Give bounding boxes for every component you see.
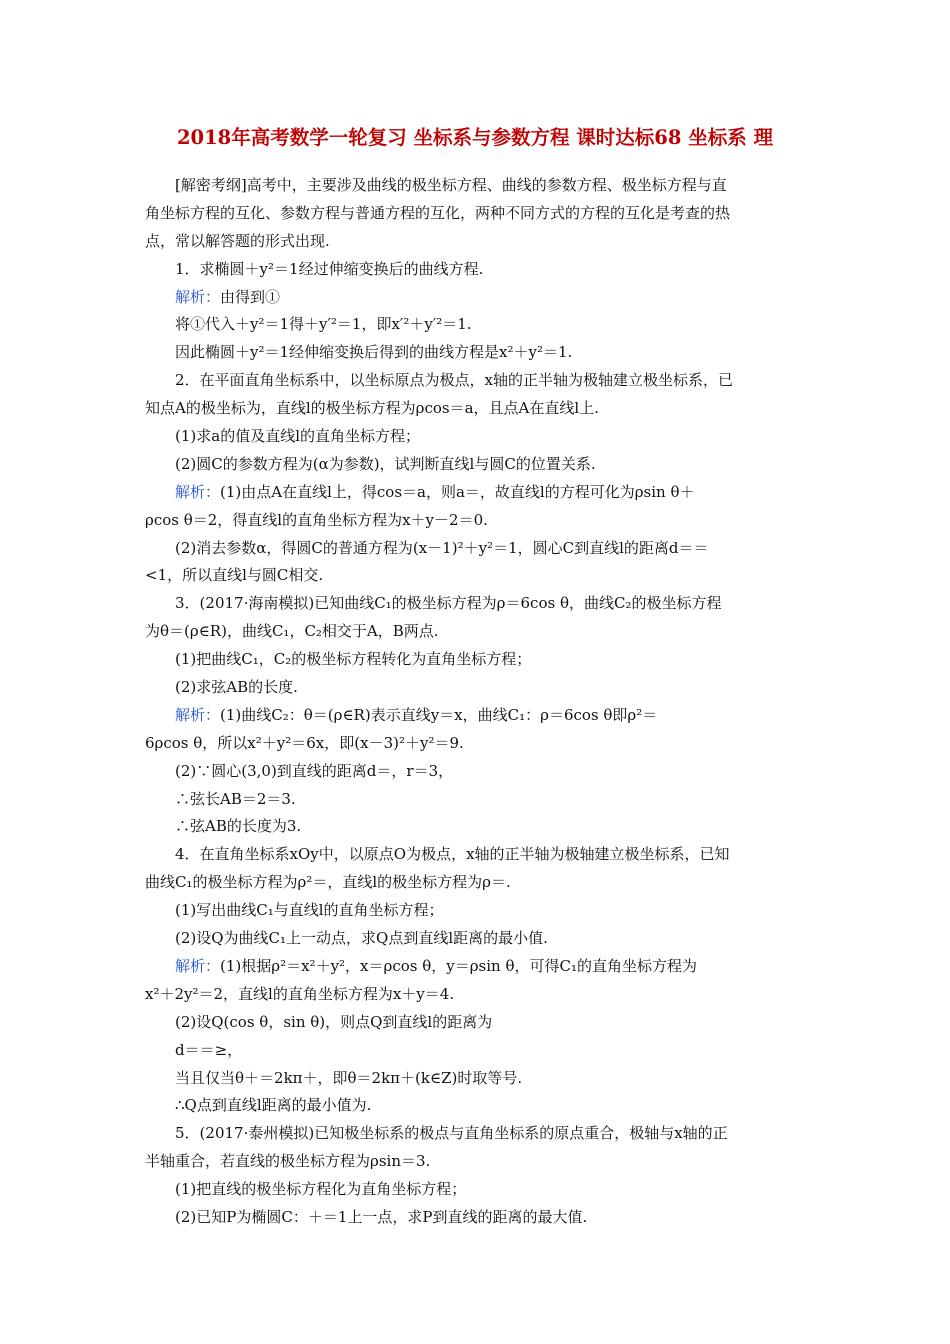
solution-label: 解析： (175, 956, 221, 975)
solution-label: 解析： (175, 482, 221, 501)
intro-line: 点，常以解答题的形式出现. (145, 231, 330, 250)
solution-line: <1，所以直线l与圆C相交. (145, 566, 324, 585)
question-3-stem: 为θ＝(ρ∈R)，曲线C₁，C₂相交于A，B两点. (145, 622, 439, 641)
solution-line: (2)∵圆心(3,0)到直线的距离d＝，r＝3， (175, 761, 454, 780)
solution-line: ρcos θ＝2，得直线l的直角坐标方程为x＋y－2＝0. (145, 510, 488, 529)
question-2-stem: 知点A的极坐标为，直线l的极坐标方程为ρcos＝a，且点A在直线l上. (145, 399, 599, 418)
intro-line: 角坐标方程的互化、参数方程与普通方程的互化，两种不同方式的方程的互化是考查的热 (145, 203, 731, 222)
question-5-stem: 半轴重合，若直线的极坐标方程为ρsin＝3. (145, 1152, 431, 1171)
intro-line: [解密考纲]高考中，主要涉及曲线的极坐标方程、曲线的参数方程、极坐标方程与直 (175, 176, 727, 194)
document-body (145, 172, 810, 1232)
solution-label: 解析： (175, 287, 221, 306)
question-part: (2)求弦AB的长度. (175, 678, 298, 697)
question-1-stem: 1．求椭圆＋y²＝1经过伸缩变换后的曲线方程. (175, 259, 484, 278)
solution-line: x²＋2y²＝2，直线l的直角坐标方程为x＋y＝4. (145, 984, 455, 1003)
solution-line: 因此椭圆＋y²＝1经伸缩变换后得到的曲线方程是x²＋y²＝1. (175, 343, 573, 362)
question-5-stem: 5．(2017·泰州模拟)已知极坐标系的极点与直角坐标系的原点重合，极轴与x轴的正 (175, 1124, 728, 1143)
question-part: (1)把直线的极坐标方程化为直角坐标方程； (175, 1180, 467, 1199)
solution-line: ∴弦AB的长度为3. (175, 817, 302, 836)
question-part: (1)求a的值及直线l的直角坐标方程； (175, 427, 420, 446)
solution-line: 6ρcos θ，所以x²＋y²＝6x，即(x－3)²＋y²＝9. (145, 733, 464, 752)
question-part: (2)设Q为曲线C₁上一动点，求Q点到直线l距离的最小值. (175, 929, 548, 948)
question-4-stem: 曲线C₁的极坐标方程为ρ²＝，直线l的极坐标方程为ρ＝. (145, 873, 511, 892)
solution-line: 解析：(1)曲线C₂：θ＝(ρ∈R)表示直线y＝x，曲线C₁：ρ＝6cos θ即ρ²＝ (175, 705, 658, 724)
solution-line: ∴弦长AB＝2＝3. (175, 789, 296, 808)
solution-line: ∴Q点到直线l距离的最小值为. (175, 1096, 372, 1115)
question-part: (1)把曲线C₁，C₂的极坐标方程转化为直角坐标方程； (175, 650, 532, 669)
question-2-stem: 2．在平面直角坐标系中，以坐标原点为极点，x轴的正半轴为极轴建立极坐标系，已 (175, 371, 734, 390)
document-title: 2018年高考数学一轮复习 坐标系与参数方程 课时达标68 坐标系 理 (176, 126, 774, 149)
question-part: (2)圆C的参数方程为(α为参数)，试判断直线l与圆C的位置关系. (175, 454, 596, 473)
solution-line: d＝＝≥， (175, 1040, 243, 1059)
solution-line: (2)消去参数α，得圆C的普通方程为(x－1)²＋y²＝1，圆心C到直线l的距离d＝＝ (175, 538, 709, 557)
question-part: (1)写出曲线C₁与直线l的直角坐标方程； (175, 901, 444, 920)
solution-line: 将①代入＋y²＝1得＋y′²＝1，即x′²＋y′²＝1. (175, 315, 472, 334)
solution-line: 解析：(1)根据ρ²＝x²＋y²，x＝ρcos θ，y＝ρsin θ，可得C₁的直角坐标方程为 (175, 956, 698, 975)
question-3-stem: 3．(2017·海南模拟)已知曲线C₁的极坐标方程为ρ＝6cos θ，曲线C₂的极坐标方程 (175, 594, 722, 613)
solution-label: 解析： (175, 705, 221, 724)
question-part: (2)已知P为椭圆C：＋＝1上一点，求P到直线的距离的最大值. (175, 1207, 588, 1226)
solution-line: 解析：由得到① (175, 287, 281, 306)
solution-line: 解析：(1)由点A在直线l上，得cos＝a，则a＝，故直线l的方程可化为ρsin θ＋ (175, 482, 695, 501)
solution-line: (2)设Q(cos θ，sin θ)，则点Q到直线l的距离为 (175, 1012, 493, 1031)
question-4-stem: 4．在直角坐标系xOy中，以原点O为极点，x轴的正半轴为极轴建立极坐标系，已知 (175, 845, 730, 864)
solution-line: 当且仅当θ＋＝2kπ＋，即θ＝2kπ＋(k∈Z)时取等号. (175, 1068, 523, 1087)
